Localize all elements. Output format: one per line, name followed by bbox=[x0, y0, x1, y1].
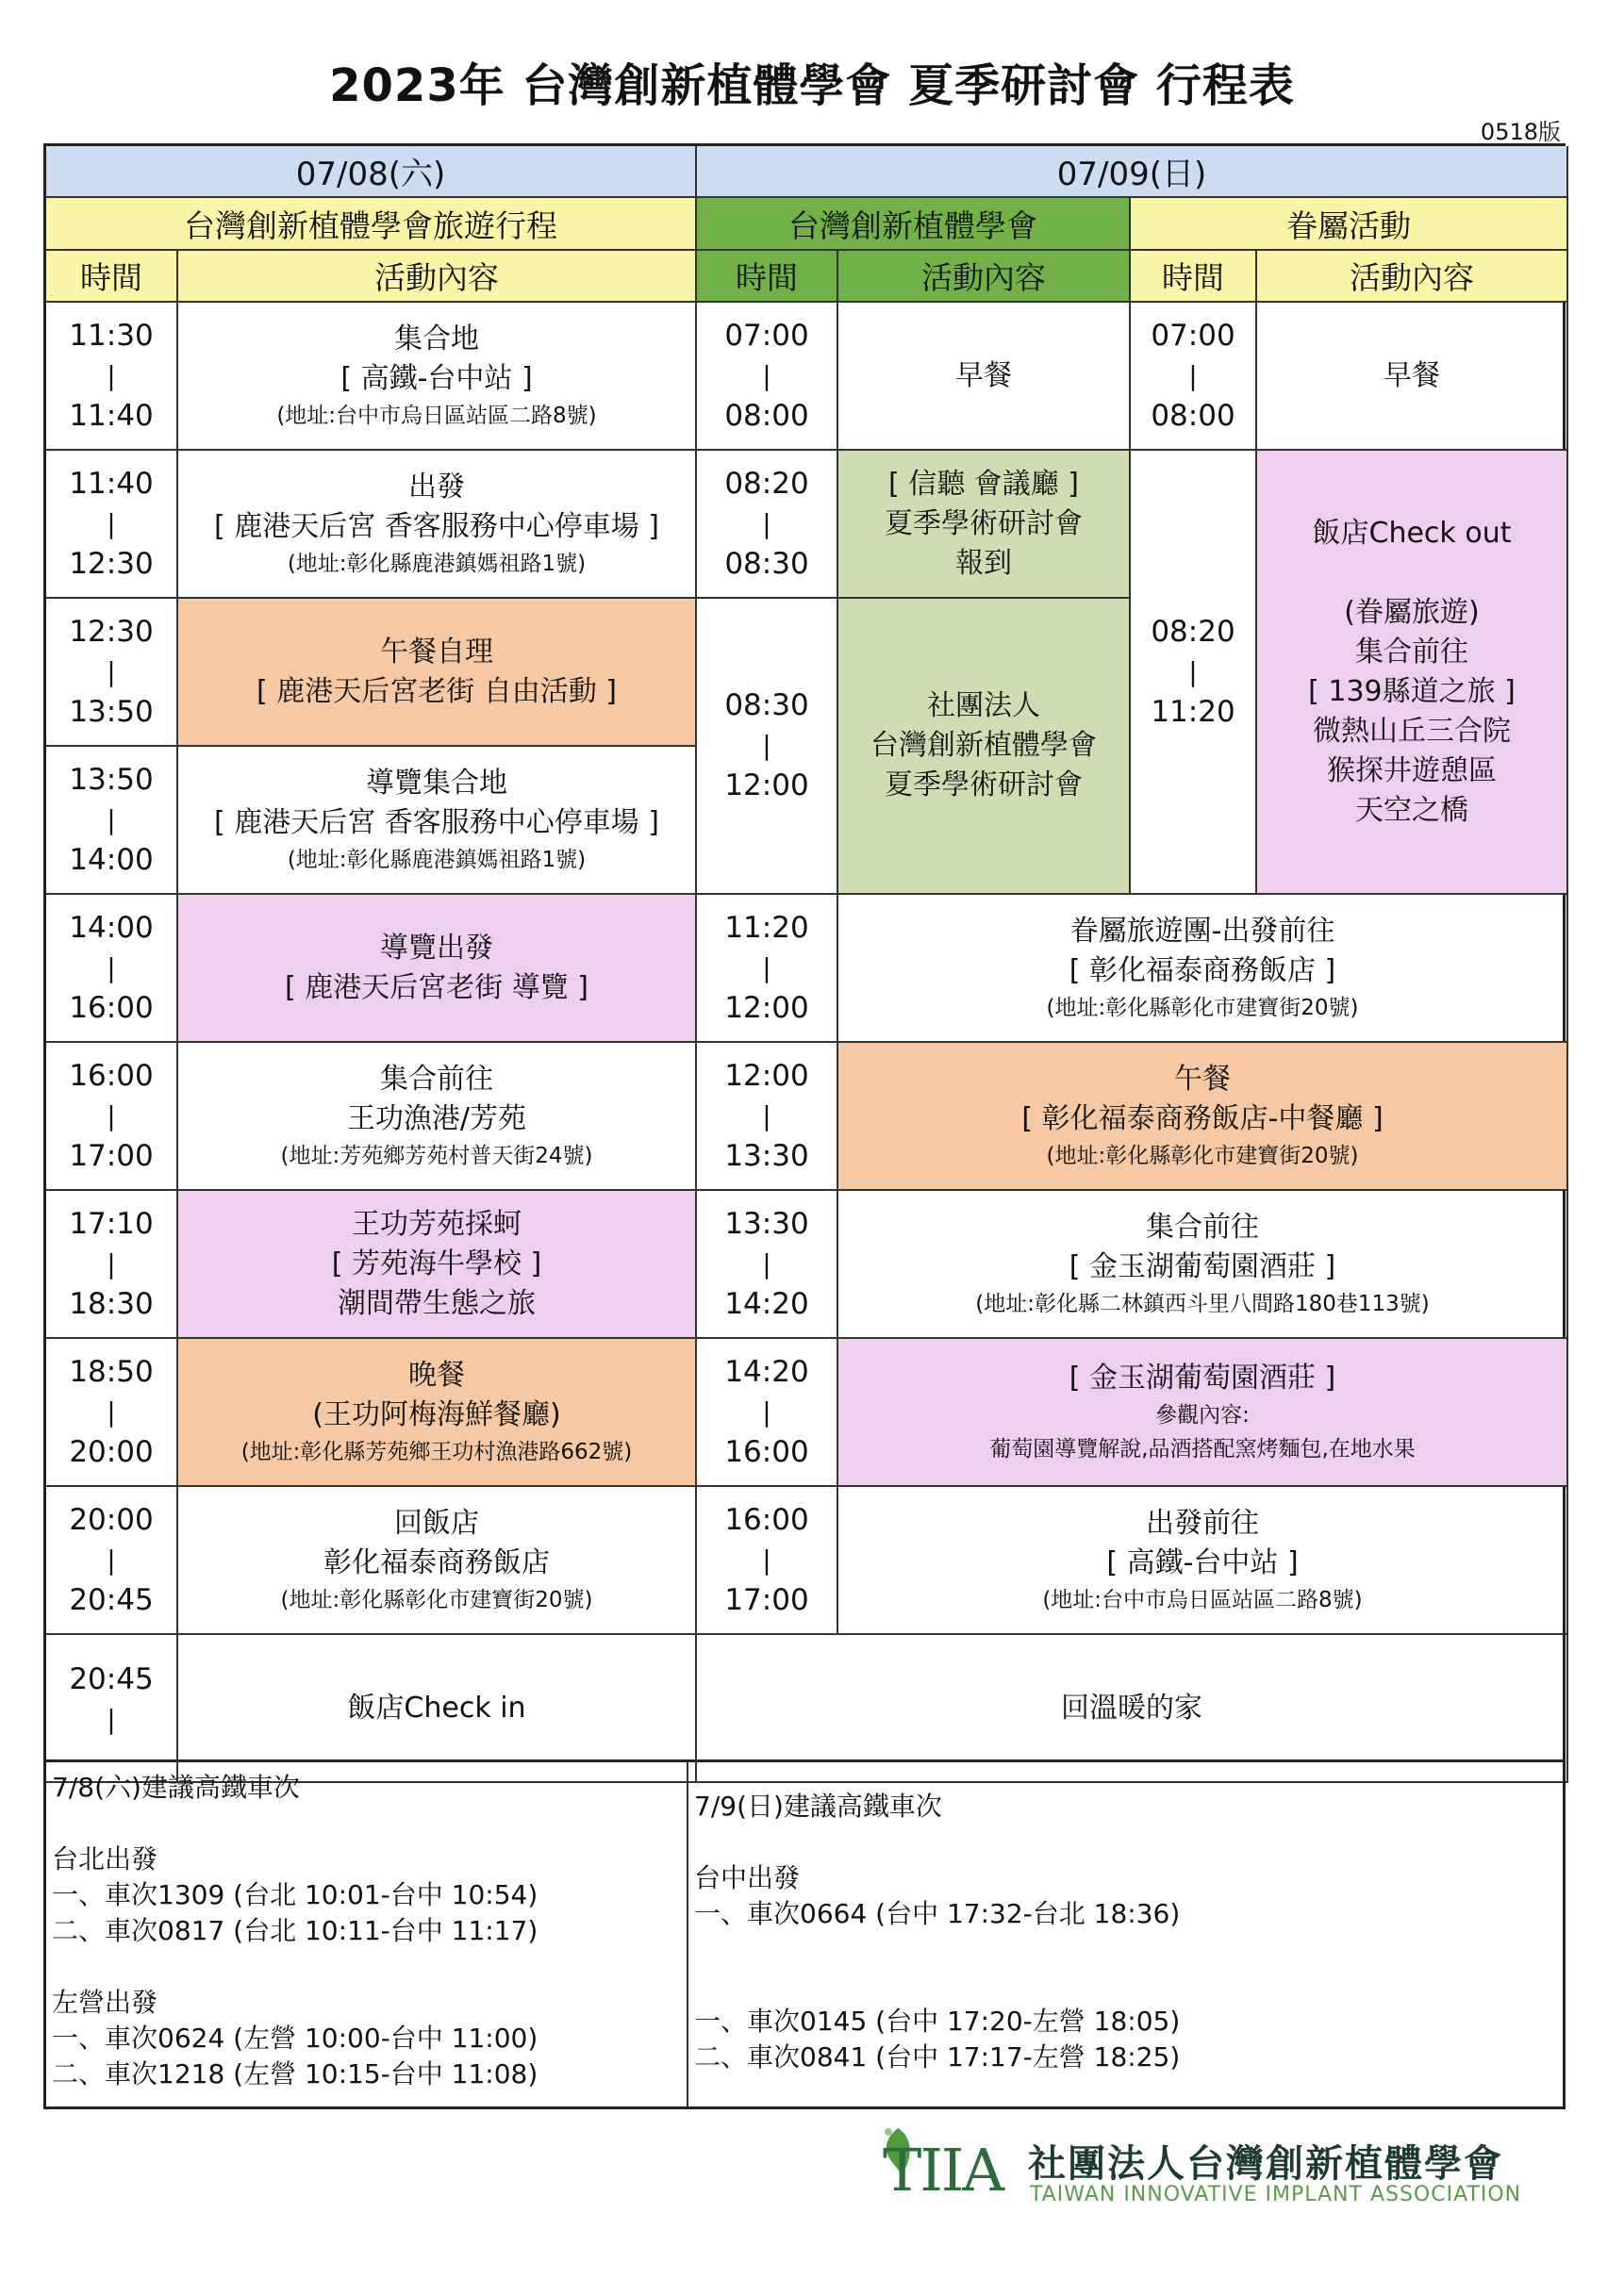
activity-line: 回飯店 bbox=[394, 1506, 479, 1540]
activity-line: [ 鹿港天后宮老街 自由活動 ] bbox=[256, 674, 618, 708]
activity-cell: 早餐 bbox=[838, 303, 1131, 451]
activity-line: 潮間帶生態之旅 bbox=[338, 1286, 536, 1320]
time-separator: | bbox=[107, 655, 116, 687]
time-cell bbox=[1131, 303, 1257, 451]
activity-address: (地址:彰化縣彰化市建寶街20號) bbox=[280, 1587, 593, 1612]
activity-cell bbox=[178, 1043, 697, 1191]
time-cell bbox=[697, 895, 838, 1043]
activity-line: 飯店Check in bbox=[347, 1691, 526, 1725]
schedule-table bbox=[43, 143, 1566, 1762]
time-cell bbox=[697, 451, 838, 599]
time-start: 13:50 bbox=[69, 762, 154, 797]
notes-group-label: 台北出發 bbox=[52, 1843, 158, 1875]
time-start: 12:00 bbox=[724, 1058, 809, 1093]
time-start: 13:30 bbox=[724, 1206, 809, 1241]
time-cell bbox=[46, 1043, 178, 1191]
activity-line: [ 高鐵-台中站 ] bbox=[340, 361, 533, 395]
time-end: 17:00 bbox=[69, 1138, 154, 1173]
notes-heading: 7/8(六)建議高鐵車次 bbox=[52, 1772, 300, 1803]
time-start: 08:30 bbox=[724, 688, 809, 722]
time-start: 16:00 bbox=[724, 1502, 809, 1537]
activity-address: (地址:彰化縣彰化市建寶街20號) bbox=[1046, 995, 1359, 1020]
time-cell bbox=[697, 1487, 838, 1635]
time-end: 16:00 bbox=[69, 990, 154, 1025]
logo-subtitle: TAIWAN INNOVATIVE IMPLANT ASSOCIATION bbox=[1030, 2183, 1522, 2206]
notes-train: 一、車次0145 (台中 17:20-左營 18:05) bbox=[694, 2006, 1181, 2037]
time-cell bbox=[46, 895, 178, 1043]
activity-cell bbox=[838, 1191, 1568, 1339]
activity-line: [ 金玉湖葡萄園酒莊 ] bbox=[1069, 1361, 1336, 1395]
activity-cell bbox=[178, 1635, 697, 1783]
time-start: 08:20 bbox=[1151, 614, 1235, 649]
activity-note: 參觀內容: bbox=[1155, 1402, 1250, 1428]
day2-header: 07/09(日) bbox=[697, 146, 1568, 198]
time-start: 18:50 bbox=[69, 1354, 154, 1389]
activity-cell: 早餐 bbox=[1257, 303, 1568, 451]
col-time: 時間 bbox=[697, 251, 838, 303]
time-cell bbox=[46, 451, 178, 599]
notes-gap bbox=[694, 1825, 1557, 1860]
time-separator: | bbox=[762, 507, 771, 539]
activity-line: 夏季學術研討會 bbox=[885, 506, 1083, 540]
activity-note: 葡萄園導覽解說,品酒搭配窯烤麵包,在地水果 bbox=[989, 1436, 1416, 1462]
col-time: 時間 bbox=[46, 251, 178, 303]
activity-line: 集合前往 bbox=[1355, 635, 1468, 669]
activity-line: 午餐 bbox=[1174, 1062, 1231, 1096]
time-start: 07:00 bbox=[724, 318, 809, 353]
time-end: 12:00 bbox=[724, 768, 809, 802]
activity-line: [ 鹿港天后宮 香客服務中心停車場 ] bbox=[213, 509, 660, 543]
col-content: 活動內容 bbox=[838, 251, 1131, 303]
time-end: 20:00 bbox=[69, 1434, 154, 1469]
notes-train: 一、車次0624 (左營 10:00-台中 11:00) bbox=[52, 2023, 539, 2054]
time-cell bbox=[46, 1191, 178, 1339]
time-start: 14:00 bbox=[69, 910, 154, 945]
time-end: 13:30 bbox=[724, 1138, 809, 1173]
activity-line: 社團法人 bbox=[927, 689, 1040, 722]
activity-line: 導覽出發 bbox=[380, 931, 493, 965]
notes-train: 二、車次0817 (台北 10:11-台中 11:17) bbox=[52, 1915, 539, 1946]
time-start: 20:45 bbox=[69, 1662, 154, 1696]
time-start: 16:00 bbox=[69, 1058, 154, 1093]
time-separator: | bbox=[1188, 359, 1198, 391]
activity-cell bbox=[838, 599, 1131, 895]
time-start: 11:40 bbox=[69, 466, 154, 501]
time-end: 08:30 bbox=[724, 546, 809, 581]
time-cell bbox=[46, 747, 178, 895]
notes-gap bbox=[694, 1968, 1557, 2004]
col-time: 時間 bbox=[1131, 251, 1257, 303]
activity-cell bbox=[838, 1043, 1568, 1191]
time-end: 13:50 bbox=[69, 694, 154, 729]
time-separator: | bbox=[107, 1704, 116, 1735]
time-start: 20:00 bbox=[69, 1502, 154, 1537]
activity-address: (地址:台中市烏日區站區二路8號) bbox=[276, 403, 597, 428]
time-end: 14:20 bbox=[724, 1286, 809, 1321]
time-separator: | bbox=[107, 1544, 116, 1576]
notes-group-label: 台中出發 bbox=[694, 1862, 801, 1893]
activity-line: [ 信聽 會議廳 ] bbox=[887, 467, 1080, 501]
activity-cell bbox=[838, 1339, 1568, 1487]
activity-cell bbox=[178, 895, 697, 1043]
time-end: 14:00 bbox=[69, 842, 154, 877]
activity-address: (地址:彰化縣二林鎮西斗里八間路180巷113號) bbox=[975, 1291, 1430, 1316]
time-end: 18:30 bbox=[69, 1286, 154, 1321]
time-start: 14:20 bbox=[724, 1354, 809, 1389]
time-end: 12:00 bbox=[724, 990, 809, 1025]
time-cell bbox=[697, 1043, 838, 1191]
time-cell bbox=[46, 1487, 178, 1635]
time-start: 11:30 bbox=[69, 318, 154, 353]
activity-line: 夏季學術研討會 bbox=[885, 768, 1083, 801]
activity-line: 出發前往 bbox=[1146, 1506, 1259, 1540]
time-cell bbox=[697, 599, 838, 895]
section-family: 眷屬活動 bbox=[1131, 198, 1568, 251]
notes-train: 二、車次0841 (台中 17:17-左營 18:25) bbox=[694, 2041, 1181, 2073]
notes-gap bbox=[52, 1806, 681, 1842]
logo-mark: TIIA bbox=[883, 2136, 1003, 2205]
activity-cell bbox=[1257, 451, 1568, 895]
section-association: 台灣創新植體學會 bbox=[697, 198, 1131, 251]
activity-line: 微熱山丘三合院 bbox=[1313, 714, 1511, 748]
time-end: 16:00 bbox=[724, 1434, 809, 1469]
activity-line: 彰化福泰商務飯店 bbox=[323, 1545, 550, 1579]
activity-cell bbox=[178, 1191, 697, 1339]
time-separator: | bbox=[107, 803, 116, 835]
association-logo bbox=[875, 2126, 1526, 2211]
time-end: 08:00 bbox=[1151, 398, 1235, 433]
time-end: 12:30 bbox=[69, 546, 154, 581]
activity-cell bbox=[838, 1487, 1568, 1635]
activity-line: 午餐自理 bbox=[380, 635, 493, 669]
logo-name: 社團法人台灣創新植體學會 bbox=[1028, 2142, 1503, 2186]
time-end: 20:45 bbox=[69, 1582, 154, 1617]
activity-cell bbox=[178, 451, 697, 599]
notes-group-label: 左營出發 bbox=[52, 1987, 158, 2018]
train-notes-day2 bbox=[688, 1762, 1563, 2106]
activity-line: [ 金玉湖葡萄園酒莊 ] bbox=[1069, 1249, 1336, 1283]
notes-train: 一、車次1309 (台北 10:01-台中 10:54) bbox=[52, 1879, 539, 1910]
time-separator: | bbox=[762, 359, 771, 391]
activity-line: 出發 bbox=[408, 470, 465, 504]
version-label: 0518版 bbox=[1480, 119, 1561, 145]
time-start: 12:30 bbox=[69, 614, 154, 649]
time-separator: | bbox=[107, 1099, 116, 1131]
notes-train: 一、車次0664 (台中 17:32-台北 18:36) bbox=[694, 1898, 1181, 1929]
activity-cell bbox=[178, 1487, 697, 1635]
activity-line: [ 彰化福泰商務飯店 ] bbox=[1069, 953, 1336, 987]
notes-gap bbox=[694, 1932, 1557, 1968]
time-separator: | bbox=[762, 1396, 771, 1428]
activity-line: [ 芳苑海牛學校 ] bbox=[331, 1247, 542, 1280]
activity-address: (地址:台中市烏日區站區二路8號) bbox=[1042, 1587, 1363, 1612]
section-tour: 台灣創新植體學會旅遊行程 bbox=[46, 198, 697, 251]
time-start: 07:00 bbox=[1151, 318, 1235, 353]
activity-line: 天空之橋 bbox=[1355, 793, 1468, 827]
time-start: 17:10 bbox=[69, 1206, 154, 1241]
activity-line: [ 高鐵-台中站 ] bbox=[1106, 1545, 1299, 1579]
notes-gap bbox=[52, 1949, 681, 1985]
activity-address: (地址:芳苑鄉芳苑村普天街24號) bbox=[280, 1143, 593, 1168]
col-content: 活動內容 bbox=[178, 251, 697, 303]
activity-line: (眷屬旅遊) bbox=[1344, 595, 1480, 629]
activity-cell bbox=[838, 895, 1568, 1043]
activity-line: 集合前往 bbox=[380, 1062, 493, 1096]
notes-train: 二、車次1218 (左營 10:15-台中 11:08) bbox=[52, 2058, 539, 2090]
time-start: 11:20 bbox=[724, 910, 809, 945]
activity-line: [ 139縣道之旅 ] bbox=[1308, 674, 1516, 708]
activity-line: 集合前往 bbox=[1146, 1210, 1259, 1244]
activity-line: 王功芳苑採蚵 bbox=[352, 1207, 522, 1241]
time-separator: | bbox=[762, 730, 771, 761]
activity-line: 眷屬旅遊團-出發前往 bbox=[1069, 914, 1335, 948]
activity-line: 晚餐 bbox=[408, 1358, 465, 1392]
activity-cell bbox=[178, 1339, 697, 1487]
day1-header: 07/08(六) bbox=[46, 146, 697, 198]
time-cell bbox=[697, 1339, 838, 1487]
time-end: 11:20 bbox=[1151, 694, 1235, 729]
activity-address: (地址:彰化縣彰化市建寶街20號) bbox=[1046, 1143, 1359, 1168]
activity-line: 王功漁港/芳苑 bbox=[346, 1101, 527, 1135]
activity-address: (地址:彰化縣芳苑鄉王功村漁港路662號) bbox=[240, 1439, 633, 1464]
activity-line: 集合地 bbox=[394, 322, 479, 355]
time-separator: | bbox=[762, 1544, 771, 1576]
col-content: 活動內容 bbox=[1257, 251, 1568, 303]
activity-address: (地址:彰化縣鹿港鎮媽祖路1號) bbox=[287, 551, 587, 576]
time-separator: | bbox=[762, 951, 771, 983]
time-cell bbox=[46, 1635, 178, 1783]
time-cell bbox=[46, 303, 178, 451]
train-notes bbox=[43, 1762, 1566, 2109]
time-separator: | bbox=[107, 507, 116, 539]
time-cell bbox=[1131, 451, 1257, 895]
activity-line: 猴探井遊憩區 bbox=[1327, 753, 1497, 787]
time-cell bbox=[697, 303, 838, 451]
time-separator: | bbox=[107, 359, 116, 391]
time-end: 08:00 bbox=[724, 398, 809, 433]
time-cell bbox=[697, 1191, 838, 1339]
activity-line: [ 鹿港天后宮 香客服務中心停車場 ] bbox=[213, 805, 660, 839]
notes-heading: 7/9(日)建議高鐵車次 bbox=[694, 1791, 942, 1822]
activity-line: 導覽集合地 bbox=[366, 766, 507, 800]
activity-line: 台灣創新植體學會 bbox=[870, 729, 1097, 762]
activity-line: [ 彰化福泰商務飯店-中餐廳 ] bbox=[1021, 1101, 1384, 1135]
activity-line: [ 鹿港天后宮老街 導覽 ] bbox=[284, 970, 589, 1004]
time-separator: | bbox=[107, 1247, 116, 1280]
time-cell bbox=[46, 599, 178, 747]
time-start: 08:20 bbox=[724, 466, 809, 501]
activity-line: 報到 bbox=[955, 546, 1012, 580]
activity-address: (地址:彰化縣鹿港鎮媽祖路1號) bbox=[287, 847, 587, 872]
time-separator: | bbox=[762, 1247, 771, 1280]
activity-cell bbox=[178, 599, 697, 747]
time-separator: | bbox=[1188, 655, 1198, 687]
activity-line: (王功阿梅海鮮餐廳) bbox=[312, 1397, 561, 1431]
activity-cell bbox=[838, 451, 1131, 599]
activity-cell bbox=[178, 303, 697, 451]
page-title: 2023年 台灣創新植體學會 夏季研討會 行程表 bbox=[329, 59, 1295, 112]
time-cell bbox=[46, 1339, 178, 1487]
final-activity: 回溫暖的家 bbox=[697, 1635, 1568, 1783]
train-notes-day1 bbox=[46, 1762, 688, 2106]
time-separator: | bbox=[107, 1396, 116, 1428]
activity-cell bbox=[178, 747, 697, 895]
time-end: 17:00 bbox=[724, 1582, 809, 1617]
time-separator: | bbox=[762, 1099, 771, 1131]
time-separator: | bbox=[107, 951, 116, 983]
activity-line: 飯店Check out bbox=[1312, 516, 1512, 550]
time-end: 11:40 bbox=[69, 398, 154, 433]
